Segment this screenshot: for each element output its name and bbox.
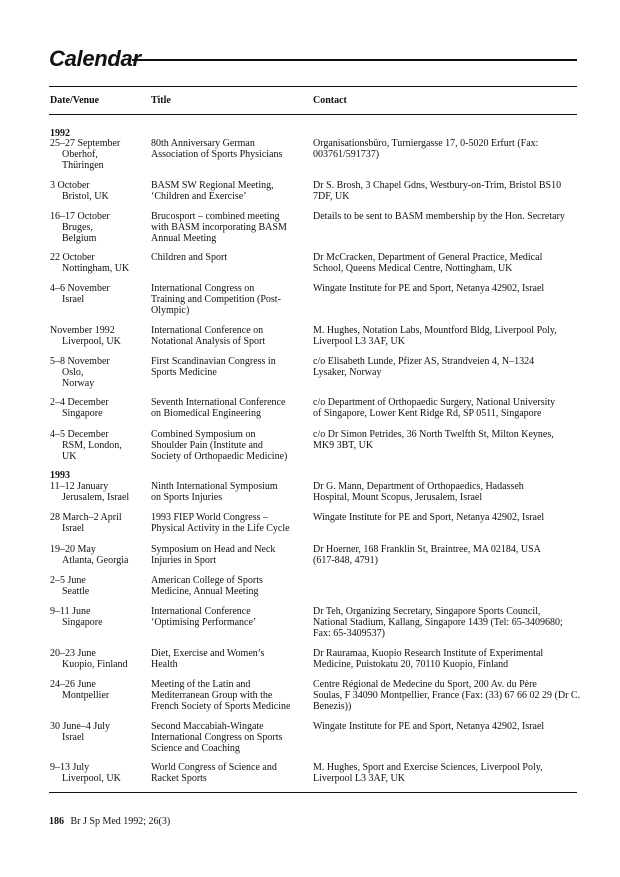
entry-title-line: International Congress on Sports: [151, 732, 283, 743]
entry-date-venue-line: Singapore: [62, 617, 103, 628]
entry-title-line: Ninth International Symposium: [151, 481, 278, 492]
entry-date-venue-line: Israel: [62, 732, 85, 743]
entry-title: [151, 762, 307, 784]
entry-contact-line: Soulas, F 34090 Montpellier, France (Fax: (33) 67 66 02 29 (Dr C.: [313, 690, 581, 701]
entry-title: [151, 283, 307, 316]
entry-date-venue-line: Israel: [62, 294, 85, 305]
column-header-title: Title: [151, 95, 171, 106]
entry-date-venue-line: RSM, London,: [62, 440, 122, 451]
entry-date-venue-line: 9–13 July: [50, 762, 90, 773]
entry-date-venue: [50, 211, 146, 244]
entry-contact: [313, 512, 576, 523]
entry-date-venue-line: 3 October: [50, 180, 90, 191]
year-heading: 1992: [50, 128, 70, 139]
entry-title: [151, 138, 307, 160]
entry-date-venue-line: 19–20 May: [50, 544, 96, 555]
column-header-contact: Contact: [313, 95, 347, 106]
entry-date-venue: [50, 180, 146, 202]
entry-title: [151, 575, 307, 597]
entry-date-venue-line: Bruges,: [62, 222, 93, 233]
entry-title: [151, 252, 307, 263]
entry-title-line: Medicine, Annual Meeting: [151, 586, 259, 597]
entry-date-venue-line: 22 October: [50, 252, 95, 263]
year-heading: 1993: [50, 470, 70, 481]
entry-date-venue-line: Singapore: [62, 408, 103, 419]
entry-contact-line: Hospital, Mount Scopus, Jerusalem, Israel: [313, 492, 483, 503]
entry-title: [151, 648, 307, 670]
entry-title-line: Brucosport – combined meeting: [151, 211, 280, 222]
entry-contact-line: M. Hughes, Sport and Exercise Sciences, Liverpool Poly,: [313, 762, 543, 773]
entry-contact: [313, 762, 576, 784]
entry-title-line: World Congress of Science and: [151, 762, 277, 773]
entry-contact: [313, 544, 576, 566]
entry-date-venue-line: 28 March–2 April: [50, 512, 122, 523]
entry-title: [151, 325, 307, 347]
entry-contact: [313, 397, 576, 419]
entry-contact-line: Details to be sent to BASM membership by the Hon. Secretary: [313, 211, 565, 222]
entry-title-line: 1993 FIEP World Congress –: [151, 512, 268, 523]
entry-title: [151, 679, 307, 712]
entry-contact: [313, 356, 576, 378]
entry-date-venue: [50, 397, 146, 419]
entry-contact-line: 003761/591737): [313, 149, 380, 160]
journal-citation: Br J Sp Med 1992; 26(3): [70, 816, 171, 827]
entry-title: [151, 721, 307, 754]
entry-title: [151, 606, 307, 628]
entry-date-venue-line: Norway: [62, 378, 95, 389]
entry-contact: [313, 679, 581, 712]
entry-title-line: Seventh International Conference: [151, 397, 286, 408]
entry-date-venue-line: UK: [62, 451, 77, 462]
column-header-date-venue: Date/Venue: [50, 95, 100, 106]
entry-date-venue-line: Oberhof,: [62, 149, 98, 160]
entry-date-venue-line: 4–5 December: [50, 429, 109, 440]
entry-title-line: BASM SW Regional Meeting,: [151, 180, 274, 191]
entry-date-venue-line: Israel: [62, 523, 85, 534]
entry-contact: [313, 481, 576, 503]
entry-title-line: 80th Anniversary German: [151, 138, 255, 149]
entry-title-line: Children and Sport: [151, 252, 228, 263]
entry-contact-line: Dr G. Mann, Department of Orthopaedics, Hadasseh: [313, 481, 524, 492]
entry-date-venue-line: 5–8 November: [50, 356, 110, 367]
entry-title-line: International Conference: [151, 606, 251, 617]
entry-date-venue-line: Belgium: [62, 233, 97, 244]
entry-date-venue-line: 11–12 January: [50, 481, 109, 492]
entry-title: [151, 180, 307, 202]
entry-title-line: Health: [151, 659, 178, 670]
table-bottom-rule: [49, 792, 577, 793]
entry-date-venue: [50, 481, 146, 503]
entry-date-venue-line: Seattle: [62, 586, 90, 597]
entry-title-line: Symposium on Head and Neck: [151, 544, 276, 555]
entry-title-line: Science and Coaching: [151, 743, 240, 754]
entry-contact-line: Lysaker, Norway: [313, 367, 382, 378]
entry-title-line: Shoulder Pain (Institute and: [151, 440, 263, 451]
entry-title-line: Society of Orthopaedic Medicine): [151, 451, 288, 462]
entry-title-line: Olympic): [151, 305, 190, 316]
entry-contact-line: Wingate Institute for PE and Sport, Netanya 42902, Israel: [313, 721, 545, 732]
entry-title-line: Racket Sports: [151, 773, 207, 784]
entry-title-line: Association of Sports Physicians: [151, 149, 283, 160]
entry-title: [151, 356, 307, 378]
entry-title-line: Notational Analysis of Sport: [151, 336, 266, 347]
entry-date-venue-line: Nottingham, UK: [62, 263, 130, 274]
entry-contact-line: 7DF, UK: [313, 191, 350, 202]
entry-contact-line: Dr S. Brosh, 3 Chapel Gdns, Westbury-on-Trim, Bristol BS10: [313, 180, 562, 191]
entry-contact-line: School, Queens Medical Centre, Nottingham, UK: [313, 263, 513, 274]
page-footer: [49, 816, 170, 828]
entry-title: [151, 512, 307, 534]
entry-contact: [313, 648, 576, 670]
entry-contact-line: MK9 3BT, UK: [313, 440, 374, 451]
entry-date-venue-line: Liverpool, UK: [62, 336, 121, 347]
entry-date-venue-line: 25–27 September: [50, 138, 121, 149]
page-number: 186: [49, 816, 64, 827]
entry-date-venue: [50, 283, 146, 305]
entry-title-line: with BASM incorporating BASM: [151, 222, 287, 233]
entry-contact-line: c/o Elisabeth Lunde, Pfizer AS, Strandveien 4, N–1324: [313, 356, 535, 367]
entry-contact-line: Medicine, Puistokatu 20, 70110 Kuopio, Finland: [313, 659, 509, 670]
entry-date-venue-line: Bristol, UK: [62, 191, 109, 202]
entry-contact-line: Organisationsbüro, Turniergasse 17, 0-5020 Erfurt (Fax:: [313, 138, 539, 149]
entry-title-line: Meeting of the Latin and: [151, 679, 251, 690]
entry-date-venue-line: Montpellier: [62, 690, 110, 701]
entry-date-venue: [50, 252, 146, 274]
entry-date-venue-line: 30 June–4 July: [50, 721, 110, 732]
entry-contact-line: Dr McCracken, Department of General Practice, Medical: [313, 252, 543, 263]
entry-date-venue: [50, 138, 146, 171]
entry-date-venue-line: 24–26 June: [50, 679, 96, 690]
entry-title-line: Training and Competition (Post-: [151, 294, 281, 305]
entry-contact: [313, 429, 576, 451]
entry-date-venue: [50, 575, 146, 597]
entry-date-venue: [50, 648, 146, 670]
entry-contact-line: of Singapore, Lower Kent Ridge Rd, SP 0511, Singapore: [313, 408, 542, 419]
entry-title-line: Injuries in Sport: [151, 555, 216, 566]
entry-title-line: American College of Sports: [151, 575, 263, 586]
entry-contact-line: Benezis)): [313, 701, 352, 712]
entry-title-line: First Scandinavian Congress in: [151, 356, 276, 367]
entry-contact-line: Dr Rauramaa, Kuopio Research Institute of Experimental: [313, 648, 544, 659]
entry-title-line: Second Maccabiah-Wingate: [151, 721, 264, 732]
entry-title-line: Diet, Exercise and Women’s: [151, 648, 265, 659]
entry-contact: [313, 180, 576, 202]
entry-title-line: International Congress on: [151, 283, 255, 294]
entry-contact-line: c/o Department of Orthopaedic Surgery, National University: [313, 397, 556, 408]
entry-date-venue-line: Thüringen: [62, 160, 104, 171]
entry-title: [151, 429, 307, 462]
entry-contact-line: Liverpool L3 3AF, UK: [313, 773, 405, 784]
entry-title-line: French Society of Sports Medicine: [151, 701, 291, 712]
entry-date-venue-line: 2–4 December: [50, 397, 109, 408]
entry-date-venue-line: 16–17 October: [50, 211, 110, 222]
entry-date-venue: [50, 429, 146, 462]
entry-contact-line: Dr Teh, Organizing Secretary, Singapore Sports Council,: [313, 606, 541, 617]
entry-contact-line: (617-848, 4791): [313, 555, 378, 566]
entry-contact-line: c/o Dr Simon Petrides, 36 North Twelfth St, Milton Keynes,: [313, 429, 554, 440]
entry-title-line: ‘Optimising Performance’: [151, 617, 257, 628]
entry-date-venue-line: 2–5 June: [50, 575, 86, 586]
entry-title-line: Sports Medicine: [151, 367, 217, 378]
entry-date-venue-line: Liverpool, UK: [62, 773, 121, 784]
entry-contact-line: National Stadium, Kallang, Singapore 1439 (Tel: 65-3409680;: [313, 617, 563, 628]
entry-date-venue-line: Jerusalem, Israel: [62, 492, 130, 503]
entry-date-venue-line: Oslo,: [62, 367, 84, 378]
entry-title: [151, 544, 307, 566]
entry-title-line: on Biomedical Engineering: [151, 408, 261, 419]
entry-title-line: on Sports Injuries: [151, 492, 223, 503]
entry-date-venue: [50, 356, 146, 389]
entry-date-venue: [50, 679, 146, 701]
entry-date-venue: [50, 762, 146, 784]
entry-contact: [313, 721, 576, 732]
entry-title-line: International Conference on: [151, 325, 264, 336]
entry-date-venue: [50, 325, 146, 347]
entry-date-venue-line: 4–6 November: [50, 283, 110, 294]
entry-contact-line: Fax: 65-3409537): [313, 628, 385, 639]
entry-date-venue-line: Kuopio, Finland: [62, 659, 128, 670]
entry-title-line: Physical Activity in the Life Cycle: [151, 523, 290, 534]
page-title: Calendar: [49, 46, 141, 71]
entry-contact: [313, 211, 576, 222]
entry-contact-line: Dr Hoerner, 168 Franklin St, Braintree, MA 02184, USA: [313, 544, 541, 555]
entry-contact: [313, 325, 576, 347]
entry-contact: [313, 606, 576, 639]
entry-date-venue-line: 9–11 June: [50, 606, 91, 617]
entry-contact-line: Wingate Institute for PE and Sport, Netanya 42902, Israel: [313, 512, 545, 523]
entry-date-venue: [50, 544, 146, 566]
entry-contact-line: Wingate Institute for PE and Sport, Netanya 42902, Israel: [313, 283, 545, 294]
entry-title: [151, 211, 307, 244]
entry-date-venue: [50, 606, 146, 628]
entry-contact-line: Centre Régional de Medecine du Sport, 200 Av. du Père: [313, 679, 537, 690]
entry-contact-line: Liverpool L3 3AF, UK: [313, 336, 405, 347]
entry-title: [151, 397, 307, 419]
entry-contact: [313, 283, 576, 294]
entry-date-venue-line: 20–23 June: [50, 648, 96, 659]
entry-contact-line: M. Hughes, Notation Labs, Mountford Bldg, Liverpool Poly,: [313, 325, 557, 336]
entry-title-line: Annual Meeting: [151, 233, 217, 244]
entry-title-line: ‘Children and Exercise’: [151, 191, 247, 202]
entry-date-venue: [50, 721, 146, 743]
entry-title-line: Combined Symposium on: [151, 429, 256, 440]
entry-contact: [313, 138, 576, 160]
entry-title-line: Mediterranean Group with the: [151, 690, 273, 701]
entry-date-venue: [50, 512, 146, 534]
entry-contact: [313, 252, 576, 274]
entry-date-venue-line: Atlanta, Georgia: [62, 555, 129, 566]
entry-date-venue-line: November 1992: [50, 325, 115, 336]
entry-title: [151, 481, 307, 503]
